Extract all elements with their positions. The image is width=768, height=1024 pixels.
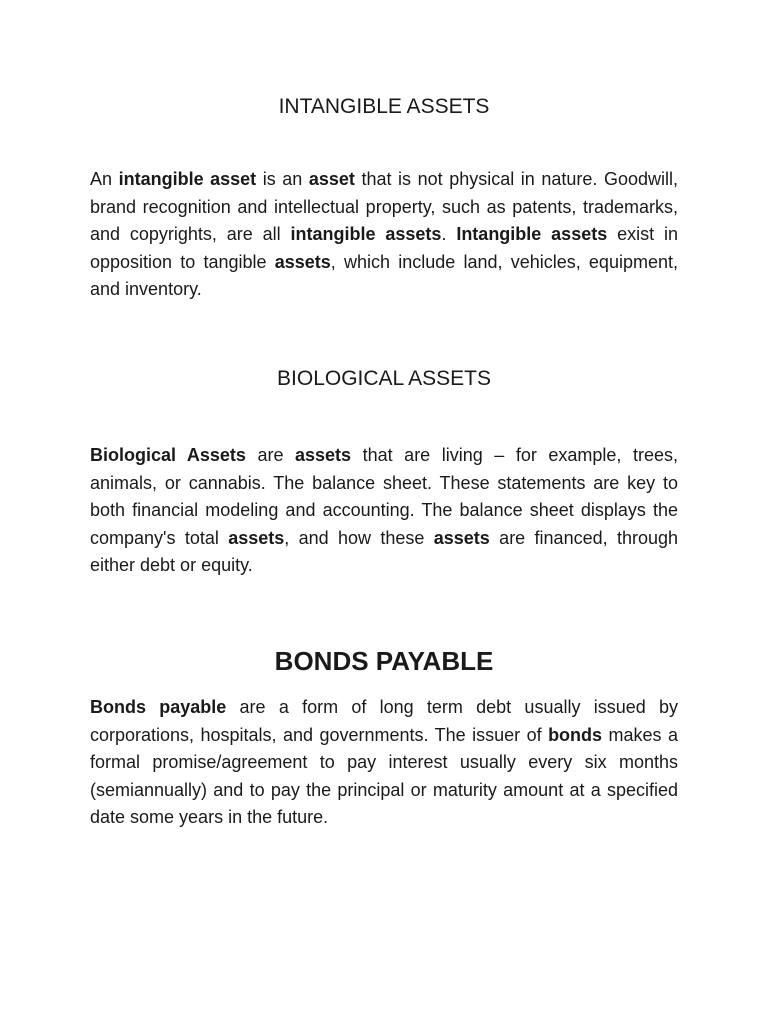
section-paragraph <box>90 166 678 304</box>
section-bonds-payable-body <box>90 694 678 832</box>
text-run: are <box>245 445 296 465</box>
bold-term: intangible assets <box>290 224 442 244</box>
section-title: INTANGIBLE ASSETS <box>278 95 490 118</box>
text-run: is an <box>256 169 309 189</box>
text-run: that are living – for example, trees, animals, or cannabis. The balance sheet. These statements are key to both financial modeling and accounting. The balance sheet displays the company's total <box>90 445 678 548</box>
text-run: makes a formal promise/agreement to pay interest usually every six months (semiannually) and to pay the principal or maturity amount at a specified date some years in the future. <box>90 724 678 827</box>
section-bonds-payable-header <box>90 646 678 677</box>
bold-term: Intangible assets <box>456 224 608 244</box>
bold-term: assets <box>295 445 352 465</box>
bold-term: Biological Assets <box>90 445 246 465</box>
text-run: are financed, through either debt or equity. <box>90 527 679 575</box>
bold-term: assets <box>228 527 285 548</box>
section-paragraph <box>90 694 678 832</box>
section-intangible-assets-body <box>90 166 678 304</box>
bold-term: asset <box>308 169 355 189</box>
text-run: exist in opposition to tangible <box>90 224 678 272</box>
section-paragraph <box>90 442 678 580</box>
text-run: are a form of long term debt usually issued by corporations, hospitals, and governments. The issuer of <box>90 697 679 745</box>
text-run: An <box>90 169 119 189</box>
bold-term: assets <box>433 527 490 548</box>
text-run: , which include land, vehicles, equipment, and inventory. <box>90 251 678 299</box>
section-intangible-assets-header <box>90 95 678 119</box>
bold-term: intangible asset <box>118 169 257 189</box>
bold-term: Bonds payable <box>90 697 227 717</box>
section-biological-assets-header <box>90 367 678 391</box>
bold-term: bonds <box>548 724 603 745</box>
section-title: BONDS PAYABLE <box>274 646 494 676</box>
section-title: BIOLOGICAL ASSETS <box>277 367 491 390</box>
bold-term: assets <box>274 251 331 272</box>
text-run: that is not physical in nature. Goodwill, brand recognition and intellectual property, such as patents, trademarks, and copyrights, are all <box>90 169 678 244</box>
section-biological-assets-body <box>90 442 678 580</box>
text-run: . <box>441 224 457 244</box>
text-run: , and how these <box>284 527 434 548</box>
